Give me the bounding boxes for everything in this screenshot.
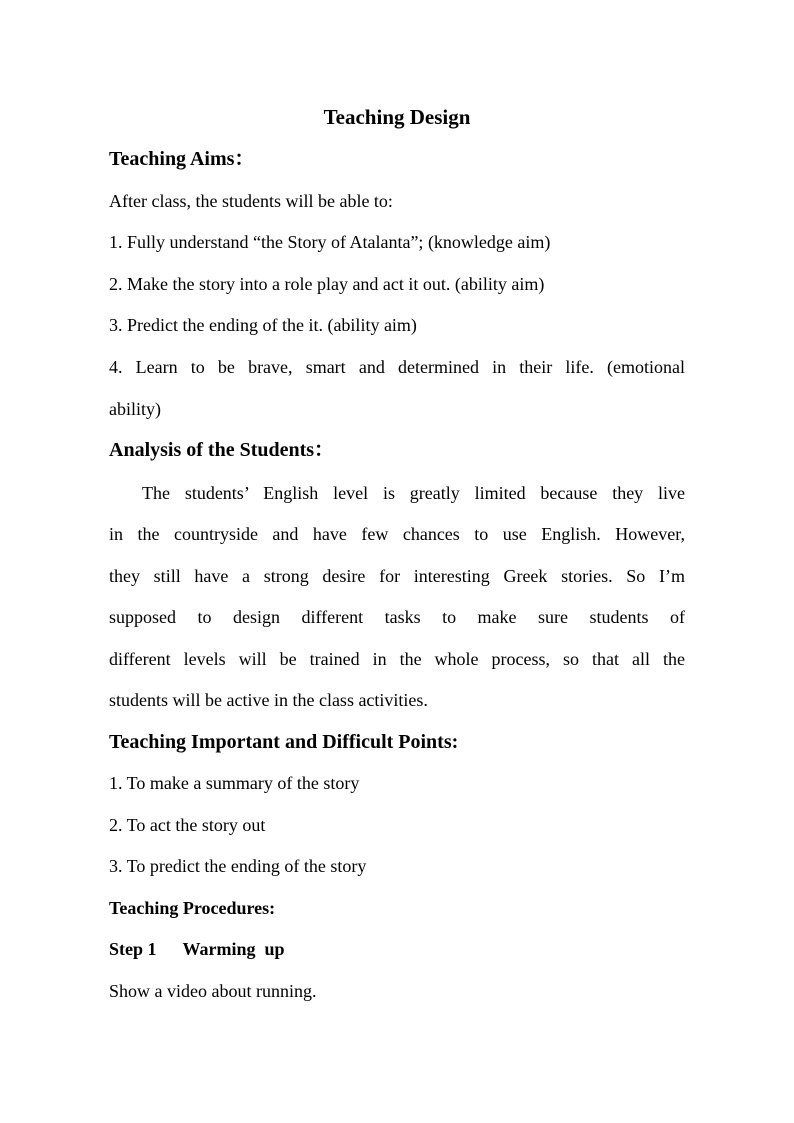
analysis-heading: Analysis of the Students： (109, 439, 335, 461)
analysis-line: supposed to design different tasks to make sure students of (109, 607, 685, 627)
document-title: Teaching Design (323, 105, 471, 129)
analysis-line: they still have a strong desire for interesting Greek stories. So I’m (109, 566, 685, 586)
analysis-line: The students’ English level is greatly limited because they live (142, 483, 685, 503)
analysis-line: different levels will be trained in the whole process, so that all the (109, 649, 685, 669)
aims-intro: After class, the students will be able to: (109, 191, 393, 211)
step-label: Step 1 (109, 939, 157, 959)
aims-item-continuation: ability) (109, 399, 161, 419)
points-item: 2. To act the story out (109, 815, 266, 835)
points-item: 3. To predict the ending of the story (109, 856, 367, 876)
aims-item: 2. Make the story into a role play and act it out. (ability aim) (109, 274, 545, 294)
aims-item: 4. Learn to be brave, smart and determined in their life. (emotional (109, 357, 685, 377)
aims-item: 3. Predict the ending of the it. (ability aim) (109, 315, 417, 335)
step-text: Show a video about running. (109, 981, 317, 1001)
step-title: Warming up (182, 939, 285, 959)
points-heading: Teaching Important and Difficult Points: (109, 731, 459, 753)
aims-heading: Teaching Aims： (109, 148, 255, 170)
points-item: 1. To make a summary of the story (109, 773, 360, 793)
analysis-line: in the countryside and have few chances to use English. However, (109, 524, 685, 544)
aims-item: 1. Fully understand “the Story of Atalanta”; (knowledge aim) (109, 232, 551, 252)
procedures-heading: Teaching Procedures: (109, 898, 276, 918)
step-heading (109, 937, 685, 961)
analysis-line: students will be active in the class activities. (109, 690, 428, 710)
